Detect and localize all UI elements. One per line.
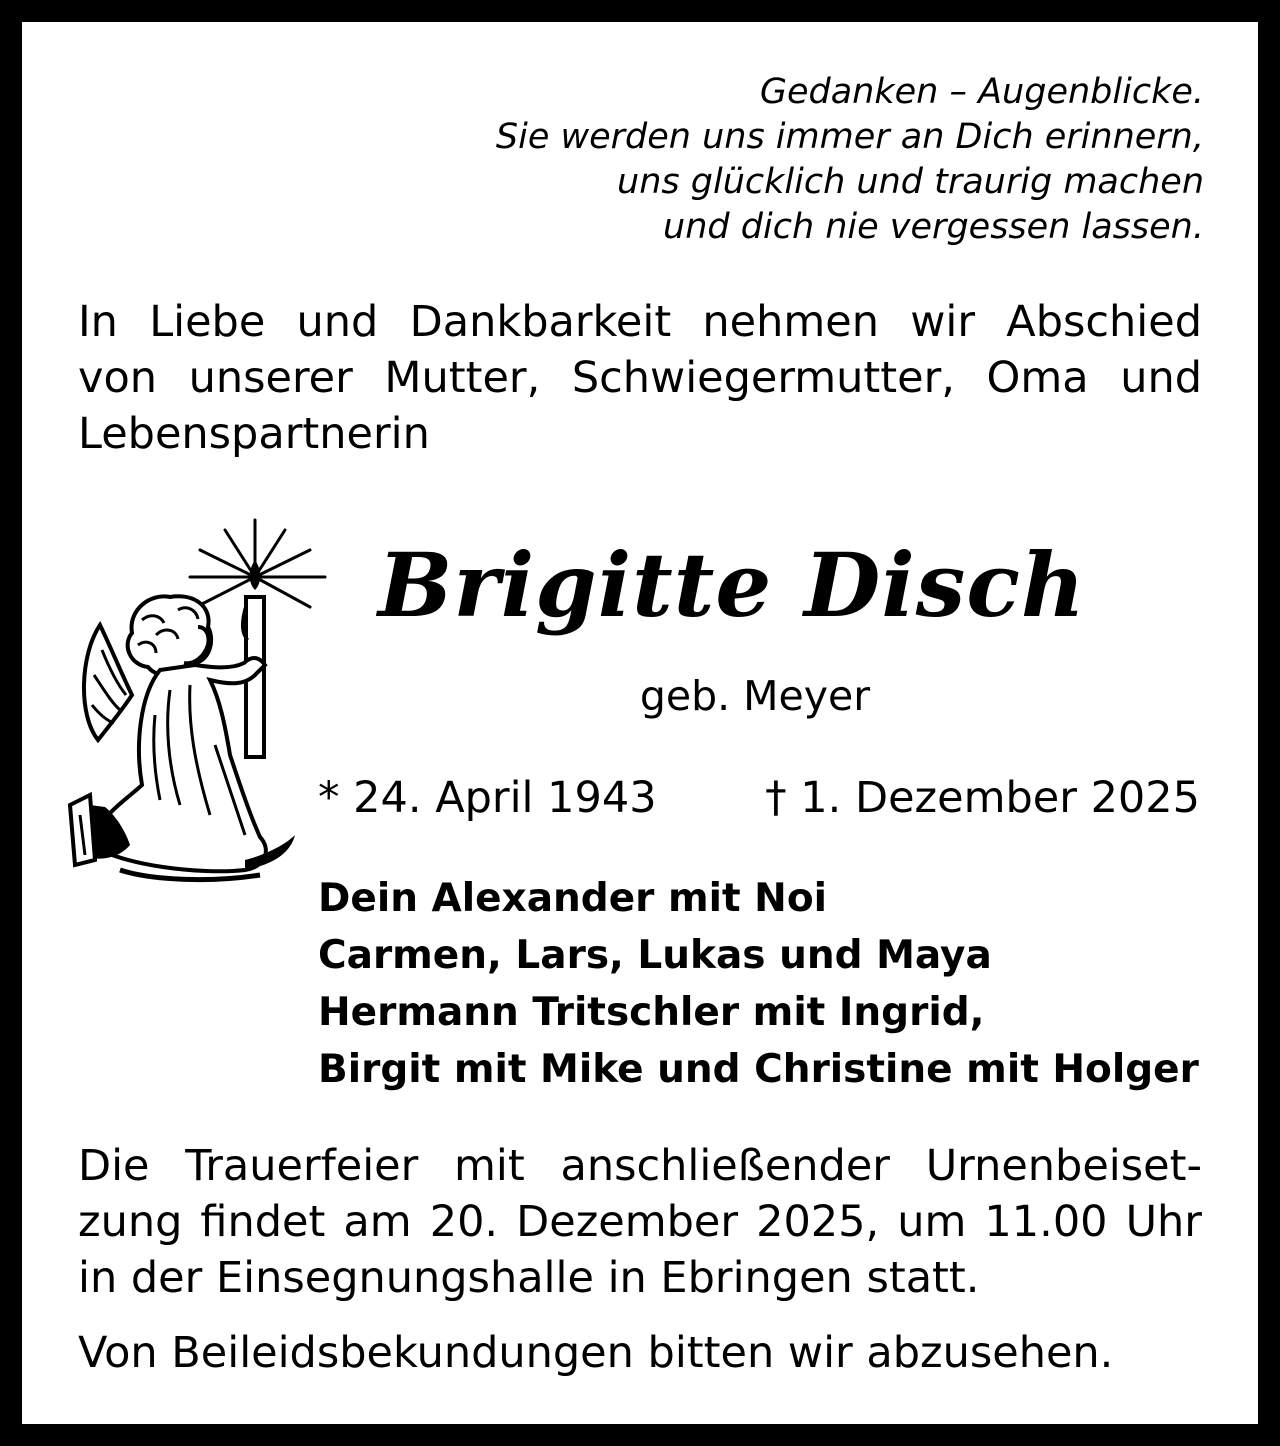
maiden-name: geb. Meyer (639, 672, 871, 720)
intro-line: In Liebe und Dankbarkeit nehmen wir Abschied (78, 297, 1202, 347)
closing-note: Von Beileidsbekundungen bitten wir abzusehen. (78, 1328, 1114, 1378)
family-line: Hermann Tritschler mit Ingrid, (318, 990, 985, 1035)
death-date: † 1. Dezember 2025 (765, 773, 1200, 823)
kneeling-angel-with-candle-icon (60, 515, 330, 890)
ceremony-info (78, 1138, 1202, 1306)
family-signatures (318, 870, 1199, 1098)
poem-line: Sie werden uns immer an Dich erinnern, (495, 117, 1204, 157)
poem-line: und dich nie vergessen lassen. (663, 207, 1204, 247)
ceremony-line: in der Einsegnungshalle in Ebringen statt. (78, 1253, 980, 1303)
poem (496, 70, 1204, 250)
deceased-name: Brigitte Disch (378, 533, 1086, 637)
family-line: Carmen, Lars, Lukas und Maya (318, 933, 992, 978)
family-line: Dein Alexander mit Noi (318, 876, 827, 921)
ceremony-line: zung findet am 20. Dezember 2025, um 11.00 Uhr (78, 1197, 1202, 1247)
intro-text (78, 294, 1202, 462)
birth-date: * 24. April 1943 (318, 773, 657, 823)
poem-line: uns glücklich und traurig machen (617, 162, 1204, 202)
poem-line: Gedanken – Augenblicke. (759, 72, 1204, 112)
ceremony-line: Die Trauerfeier mit anschließender Urnenbeiset- (78, 1141, 1202, 1191)
family-line: Birgit mit Mike und Christine mit Holger (318, 1047, 1199, 1092)
intro-line: von unserer Mutter, Schwiegermutter, Oma und (78, 353, 1202, 403)
intro-line: Lebenspartnerin (78, 409, 430, 459)
